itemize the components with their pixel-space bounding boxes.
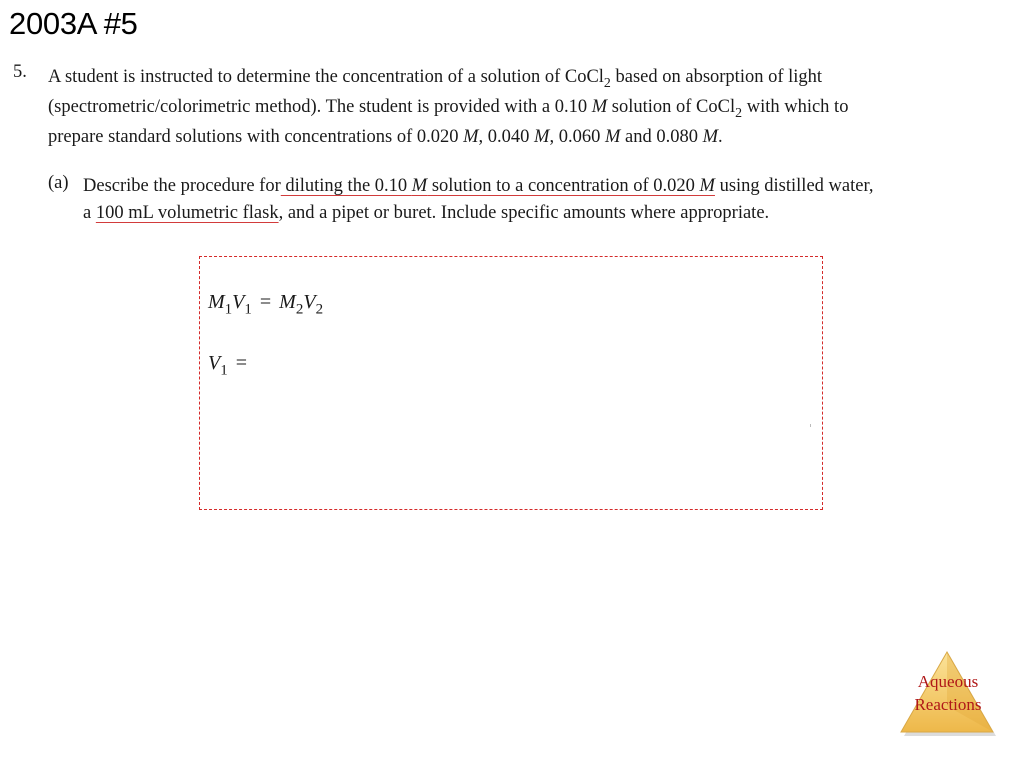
question-number: 5. bbox=[13, 62, 27, 82]
badge-label bbox=[898, 670, 998, 716]
question-line-2: (spectrometric/colorimetric method). The student is provided with a 0.10 M solution of CoCl$_2$ with which to bbox=[48, 97, 849, 121]
question-line-3: prepare standard solutions with concentrations of 0.020 M, 0.040 M, 0.060 M and 0.080 M. bbox=[48, 127, 723, 147]
slide-title: 2003A #5 bbox=[9, 6, 138, 41]
dilution-equation: $M_1V_1 = M_2V_2$ bbox=[208, 291, 324, 318]
stray-mark bbox=[810, 424, 811, 427]
underlined-phrase-flask: 100 mL volumetric flask bbox=[95, 203, 279, 223]
answer-box bbox=[199, 256, 823, 510]
part-a-line-1: Describe the procedure for diluting the 0.10 M solution to a concentration of 0.020 M using distilled water, bbox=[83, 176, 874, 196]
aqueous-reactions-badge[interactable] bbox=[898, 650, 998, 738]
question-line-1: A student is instructed to determine the concentration of a solution of CoCl$_2$ based on absorption of light bbox=[48, 67, 823, 91]
part-a-letter: (a) bbox=[48, 173, 69, 193]
question-text bbox=[48, 62, 998, 152]
part-a-line-2: a 100 mL volumetric flask, and a pipet or buret. Include specific amounts where appropriate. bbox=[83, 203, 770, 223]
v1-equation: $V_1$ = bbox=[208, 352, 247, 379]
badge-label-line-2: Reactions bbox=[914, 695, 982, 714]
underlined-phrase-dilution: diluting the 0.10 M solution to a concentration of 0.020 M bbox=[280, 176, 715, 196]
badge-label-line-1: Aqueous bbox=[917, 672, 979, 691]
part-a-text bbox=[83, 173, 1003, 227]
